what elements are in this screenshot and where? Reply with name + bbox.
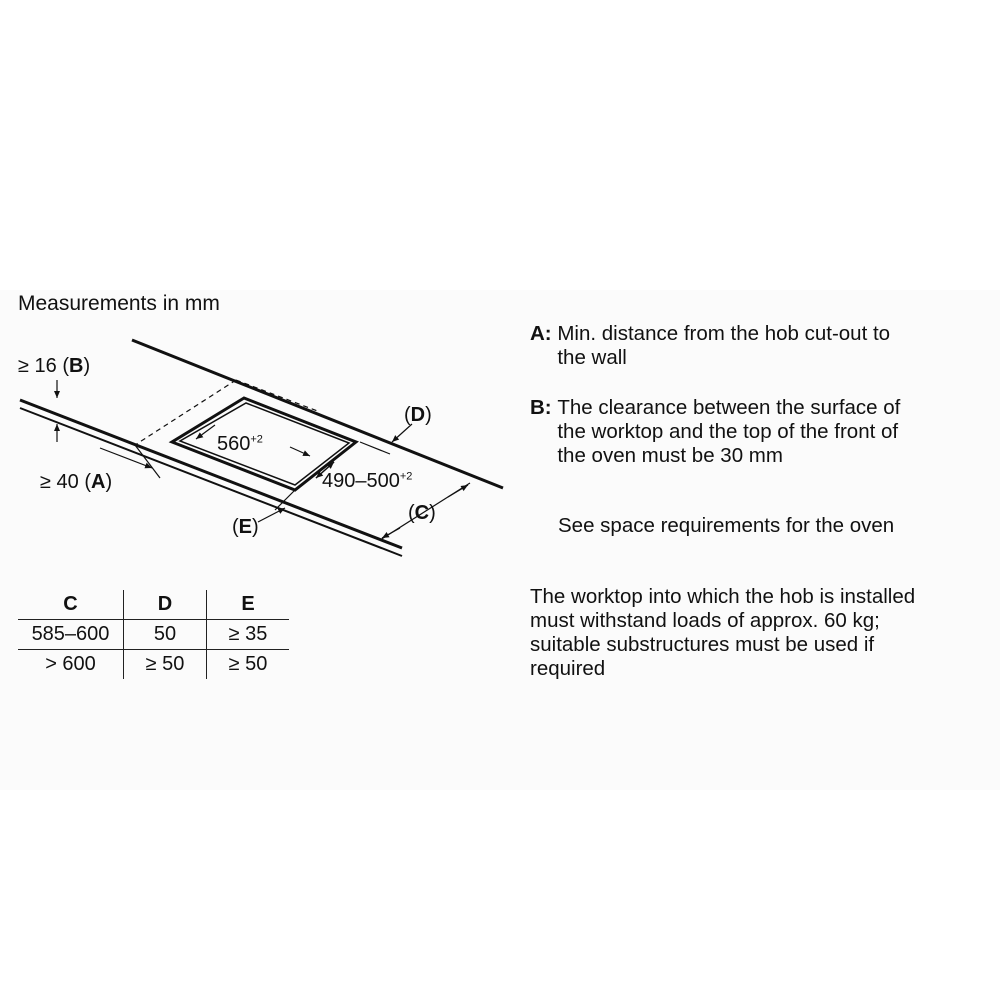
label-cutout-width bbox=[217, 434, 263, 454]
label-a: ≥ 40 (A) bbox=[40, 471, 113, 493]
label-b: ≥ 16 (B) bbox=[18, 355, 91, 377]
label-a-key: A bbox=[91, 471, 106, 493]
table-cell: 50 bbox=[124, 620, 207, 650]
table-cell: ≥ 50 bbox=[124, 650, 207, 680]
label-d-key: D bbox=[410, 404, 426, 426]
label-c: (C) bbox=[408, 502, 436, 524]
table-header-c: C bbox=[18, 590, 124, 620]
label-b-key: B bbox=[69, 355, 84, 377]
cutout-depth-value: 490–500 bbox=[322, 470, 400, 492]
note-a bbox=[530, 322, 890, 370]
dim-c-arrow-upper bbox=[448, 485, 468, 497]
note-b-text: The clearance between the surface of the worktop and the top of the front of the oven must be 30 mm bbox=[557, 396, 901, 467]
label-e-key: E bbox=[238, 516, 253, 538]
label-d: (D) bbox=[404, 404, 432, 426]
note-a-text: Min. distance from the hob cut-out to the wall bbox=[557, 322, 891, 369]
table-header-e: E bbox=[207, 590, 290, 620]
dim-e-arrow bbox=[258, 508, 285, 522]
dim-c-arrow-lower bbox=[382, 528, 400, 538]
dimension-table bbox=[18, 590, 289, 679]
table-row bbox=[18, 620, 289, 650]
cutout-depth-tolerance: +2 bbox=[399, 470, 413, 483]
page-title: Measurements in mm bbox=[18, 292, 220, 315]
label-cutout-depth bbox=[322, 471, 412, 491]
dashed-edge-2 bbox=[236, 380, 320, 412]
dim-d-line bbox=[360, 442, 390, 454]
cutout-width-value: 560 bbox=[217, 433, 251, 455]
note-worktop: The worktop into which the hob is installed must withstand loads of approx. 60 kg; suitable substructures must be used if required bbox=[530, 585, 916, 680]
label-b-value: ≥ 16 bbox=[18, 355, 57, 377]
note-b-key: B: bbox=[530, 396, 552, 419]
table-header-row bbox=[18, 590, 289, 620]
label-e: (E) bbox=[232, 516, 259, 538]
note-b bbox=[530, 396, 900, 468]
table-cell: 585–600 bbox=[18, 620, 124, 650]
dim-width-arrow-right bbox=[290, 447, 310, 456]
table-cell: ≥ 35 bbox=[207, 620, 290, 650]
table-cell: ≥ 50 bbox=[228, 653, 268, 675]
table-cell: > 600 bbox=[18, 650, 124, 680]
table-header-d: D bbox=[124, 590, 207, 620]
label-a-value: ≥ 40 bbox=[40, 471, 79, 493]
table-row bbox=[18, 650, 289, 680]
cutout-width-tolerance: +2 bbox=[250, 433, 263, 446]
dim-d-arrow bbox=[392, 424, 412, 442]
note-oven: See space requirements for the oven bbox=[558, 514, 895, 537]
label-c-key: C bbox=[414, 502, 430, 524]
note-a-key: A: bbox=[530, 322, 552, 345]
